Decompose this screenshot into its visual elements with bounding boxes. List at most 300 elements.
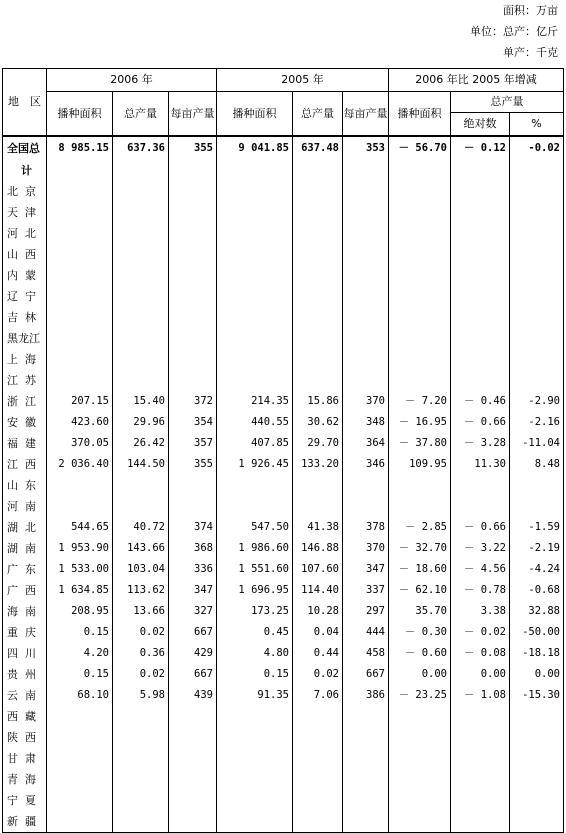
table-cell xyxy=(293,181,343,202)
table-cell xyxy=(343,202,389,223)
table-cell: 13.66 xyxy=(113,601,169,622)
table-cell: -2.16 xyxy=(510,412,564,433)
table-cell: 5.98 xyxy=(113,685,169,706)
table-cell: 1 926.45 xyxy=(217,454,293,475)
header-change-pct: % xyxy=(510,113,564,137)
table-cell: 667 xyxy=(169,622,217,643)
table-cell xyxy=(113,706,169,727)
table-cell xyxy=(343,790,389,811)
table-cell: 15.86 xyxy=(293,391,343,412)
table-cell xyxy=(113,265,169,286)
table-cell: 667 xyxy=(169,664,217,685)
total-cell: － 0.12 xyxy=(451,136,510,159)
table-cell xyxy=(389,727,451,748)
table-cell xyxy=(451,328,510,349)
table-cell xyxy=(343,727,389,748)
table-cell xyxy=(343,748,389,769)
table-cell xyxy=(47,727,113,748)
table-row xyxy=(3,559,564,580)
table-cell xyxy=(113,727,169,748)
table-cell xyxy=(293,706,343,727)
table-cell: 35.70 xyxy=(389,601,451,622)
table-cell: 458 xyxy=(343,643,389,664)
table-cell: 0.02 xyxy=(293,664,343,685)
table-cell xyxy=(293,328,343,349)
table-cell: 1 634.85 xyxy=(47,580,113,601)
table-cell: -15.30 xyxy=(510,685,564,706)
table-cell xyxy=(451,706,510,727)
region-label: 广东 xyxy=(3,559,47,580)
region-label: 江西 xyxy=(3,454,47,475)
table-cell: 4.20 xyxy=(47,643,113,664)
table-cell xyxy=(217,811,293,833)
table-cell xyxy=(343,286,389,307)
table-cell: － 7.20 xyxy=(389,391,451,412)
table-cell: 4.80 xyxy=(217,643,293,664)
table-cell xyxy=(389,475,451,496)
table-row xyxy=(3,580,564,601)
table-cell: 337 xyxy=(343,580,389,601)
region-label: 湖南 xyxy=(3,538,47,559)
table-cell: 15.40 xyxy=(113,391,169,412)
table-cell: 26.42 xyxy=(113,433,169,454)
table-cell: － 0.02 xyxy=(451,622,510,643)
table-cell: － 2.85 xyxy=(389,517,451,538)
table-cell: 354 xyxy=(169,412,217,433)
table-cell: 364 xyxy=(343,433,389,454)
region-label: 山西 xyxy=(3,244,47,265)
table-cell: 214.35 xyxy=(217,391,293,412)
table-cell xyxy=(217,475,293,496)
table-cell: － 23.25 xyxy=(389,685,451,706)
table-cell xyxy=(343,349,389,370)
table-row xyxy=(3,622,564,643)
table-cell xyxy=(169,811,217,833)
table-cell xyxy=(389,265,451,286)
table-cell xyxy=(113,370,169,391)
table-cell: － 3.22 xyxy=(451,538,510,559)
table-cell xyxy=(169,790,217,811)
table-cell xyxy=(293,769,343,790)
region-label: 天津 xyxy=(3,202,47,223)
table-cell xyxy=(510,265,564,286)
table-cell: － 32.70 xyxy=(389,538,451,559)
table-row xyxy=(3,244,564,265)
table-cell: 357 xyxy=(169,433,217,454)
table-cell: 30.62 xyxy=(293,412,343,433)
table-cell xyxy=(510,790,564,811)
table-row xyxy=(3,601,564,622)
table-cell xyxy=(451,496,510,517)
table-row xyxy=(3,202,564,223)
total-cell: 8 985.15 xyxy=(47,136,113,159)
header-2006-yield: 每亩产量 xyxy=(169,92,217,137)
header-2005-total: 总产量 xyxy=(293,92,343,137)
table-cell: 370.05 xyxy=(47,433,113,454)
table-cell xyxy=(113,223,169,244)
table-row xyxy=(3,664,564,685)
table-cell: -50.00 xyxy=(510,622,564,643)
table-cell xyxy=(293,748,343,769)
total-cell: 9 041.85 xyxy=(217,136,293,159)
table-cell: 439 xyxy=(169,685,217,706)
table-cell xyxy=(113,790,169,811)
table-cell: 1 551.60 xyxy=(217,559,293,580)
table-cell: 1 533.00 xyxy=(47,559,113,580)
region-label: 四川 xyxy=(3,643,47,664)
table-cell xyxy=(389,496,451,517)
table-cell: 91.35 xyxy=(217,685,293,706)
header-2005-yield: 每亩产量 xyxy=(343,92,389,137)
region-label: 广西 xyxy=(3,580,47,601)
table-cell xyxy=(510,475,564,496)
region-label: 河南 xyxy=(3,496,47,517)
table-cell: 444 xyxy=(343,622,389,643)
table-cell xyxy=(510,244,564,265)
table-row xyxy=(3,286,564,307)
table-cell: 429 xyxy=(169,643,217,664)
table-cell xyxy=(217,307,293,328)
table-cell xyxy=(47,349,113,370)
table-row xyxy=(3,475,564,496)
region-label: 贵州 xyxy=(3,664,47,685)
table-cell xyxy=(451,748,510,769)
table-cell: 386 xyxy=(343,685,389,706)
table-cell: 1 696.95 xyxy=(217,580,293,601)
table-cell: － 0.66 xyxy=(451,517,510,538)
table-cell xyxy=(343,223,389,244)
table-cell: 109.95 xyxy=(389,454,451,475)
table-cell: 347 xyxy=(343,559,389,580)
region-label: 陕西 xyxy=(3,727,47,748)
table-cell: 8.48 xyxy=(510,454,564,475)
table-cell xyxy=(217,706,293,727)
table-cell: 0.15 xyxy=(47,664,113,685)
table-cell: 29.70 xyxy=(293,433,343,454)
table-row xyxy=(3,496,564,517)
table-cell xyxy=(169,370,217,391)
table-cell xyxy=(113,202,169,223)
table-row xyxy=(3,685,564,706)
table-row xyxy=(3,748,564,769)
table-cell xyxy=(343,181,389,202)
header-region: 地 区 xyxy=(3,69,47,137)
table-cell xyxy=(293,790,343,811)
table-cell: 144.50 xyxy=(113,454,169,475)
table-cell xyxy=(510,706,564,727)
region-label: 河北 xyxy=(3,223,47,244)
table-row xyxy=(3,391,564,412)
table-cell xyxy=(510,748,564,769)
table-cell: 370 xyxy=(343,391,389,412)
table-cell xyxy=(169,496,217,517)
table-cell xyxy=(169,475,217,496)
table-cell xyxy=(169,706,217,727)
table-cell xyxy=(389,370,451,391)
table-row xyxy=(3,181,564,202)
region-label: 青海 xyxy=(3,769,47,790)
table-cell xyxy=(510,286,564,307)
table-cell xyxy=(169,202,217,223)
table-cell: 378 xyxy=(343,517,389,538)
table-cell xyxy=(343,265,389,286)
unit-yield: 单产：千克 xyxy=(503,46,558,59)
table-cell xyxy=(113,769,169,790)
table-row xyxy=(3,727,564,748)
table-cell: -2.19 xyxy=(510,538,564,559)
table-cell: 0.04 xyxy=(293,622,343,643)
table-cell: 667 xyxy=(343,664,389,685)
table-cell xyxy=(389,811,451,833)
table-cell xyxy=(343,475,389,496)
table-cell xyxy=(293,202,343,223)
table-cell xyxy=(169,328,217,349)
table-cell xyxy=(47,769,113,790)
table-cell xyxy=(293,496,343,517)
table-cell xyxy=(389,307,451,328)
table-cell: 41.38 xyxy=(293,517,343,538)
table-cell: -18.18 xyxy=(510,643,564,664)
table-cell: 10.28 xyxy=(293,601,343,622)
table-cell xyxy=(510,370,564,391)
table-cell: － 1.08 xyxy=(451,685,510,706)
table-cell: － 4.56 xyxy=(451,559,510,580)
table-cell xyxy=(113,244,169,265)
unit-area: 面积：万亩 xyxy=(503,4,558,17)
region-label: 北京 xyxy=(3,181,47,202)
table-cell xyxy=(47,748,113,769)
header-2006: 2006 年 xyxy=(47,69,217,92)
table-cell xyxy=(47,223,113,244)
table-cell xyxy=(113,811,169,833)
region-label: 黑龙江 xyxy=(3,328,47,349)
table-cell xyxy=(510,496,564,517)
table-cell xyxy=(389,706,451,727)
table-cell xyxy=(343,328,389,349)
table-cell: 0.00 xyxy=(451,664,510,685)
table-cell: － 62.10 xyxy=(389,580,451,601)
table-row xyxy=(3,790,564,811)
table-cell xyxy=(451,307,510,328)
region-label: 辽宁 xyxy=(3,286,47,307)
table-row xyxy=(3,433,564,454)
region-label: 新疆 xyxy=(3,811,47,833)
table-cell xyxy=(169,244,217,265)
table-cell xyxy=(47,706,113,727)
header-2006-area: 播种面积 xyxy=(47,92,113,137)
total-cell: － 56.70 xyxy=(389,136,451,159)
table-cell xyxy=(451,223,510,244)
units-note xyxy=(470,0,558,63)
table-cell: 0.00 xyxy=(510,664,564,685)
table-cell xyxy=(47,265,113,286)
table-cell: -2.90 xyxy=(510,391,564,412)
table-cell: 113.62 xyxy=(113,580,169,601)
table-cell xyxy=(343,706,389,727)
table-row xyxy=(3,370,564,391)
table-cell xyxy=(343,769,389,790)
region-label: 西藏 xyxy=(3,706,47,727)
table-cell xyxy=(343,811,389,833)
table-cell xyxy=(389,790,451,811)
table-cell: 327 xyxy=(169,601,217,622)
table-row xyxy=(3,223,564,244)
table-cell xyxy=(217,223,293,244)
table-cell xyxy=(113,475,169,496)
table-cell xyxy=(389,223,451,244)
table-cell: 173.25 xyxy=(217,601,293,622)
total-cell: 637.36 xyxy=(113,136,169,159)
total-cell: 637.48 xyxy=(293,136,343,159)
table-cell: 347 xyxy=(169,580,217,601)
table-row xyxy=(3,706,564,727)
table-cell xyxy=(47,307,113,328)
total-cell: 355 xyxy=(169,136,217,159)
table-cell xyxy=(293,811,343,833)
table-cell xyxy=(451,349,510,370)
table-cell: 7.06 xyxy=(293,685,343,706)
table-cell: 0.15 xyxy=(217,664,293,685)
region-label: 湖北 xyxy=(3,517,47,538)
table-cell xyxy=(217,727,293,748)
table-cell: 544.65 xyxy=(47,517,113,538)
table-cell xyxy=(169,265,217,286)
table-cell xyxy=(47,286,113,307)
table-cell: － 0.30 xyxy=(389,622,451,643)
table-row xyxy=(3,328,564,349)
table-cell xyxy=(510,811,564,833)
table-cell xyxy=(217,370,293,391)
table-cell: － 3.28 xyxy=(451,433,510,454)
header-2005-area: 播种面积 xyxy=(217,92,293,137)
table-cell xyxy=(217,496,293,517)
region-label: 浙江 xyxy=(3,391,47,412)
table-cell: 107.60 xyxy=(293,559,343,580)
table-cell xyxy=(169,769,217,790)
table-cell: 346 xyxy=(343,454,389,475)
table-cell xyxy=(293,307,343,328)
table-cell xyxy=(451,202,510,223)
table-cell xyxy=(113,286,169,307)
table-cell xyxy=(217,769,293,790)
table-cell xyxy=(451,727,510,748)
table-cell xyxy=(47,475,113,496)
table-cell xyxy=(47,244,113,265)
table-cell: 407.85 xyxy=(217,433,293,454)
region-label: 安徽 xyxy=(3,412,47,433)
table-cell xyxy=(293,475,343,496)
table-cell: 103.04 xyxy=(113,559,169,580)
header-change-total: 总产量 xyxy=(451,92,564,113)
table-row xyxy=(3,811,564,833)
table-cell: 547.50 xyxy=(217,517,293,538)
table-cell: － 0.46 xyxy=(451,391,510,412)
region-label: 福建 xyxy=(3,433,47,454)
table-cell: － 37.80 xyxy=(389,433,451,454)
table-cell xyxy=(389,244,451,265)
table-cell: 297 xyxy=(343,601,389,622)
table-cell xyxy=(169,181,217,202)
table-cell: 440.55 xyxy=(217,412,293,433)
table-cell xyxy=(217,790,293,811)
table-cell xyxy=(217,748,293,769)
table-cell: 146.88 xyxy=(293,538,343,559)
table-cell: 368 xyxy=(169,538,217,559)
table-cell xyxy=(217,244,293,265)
table-cell xyxy=(47,181,113,202)
table-cell xyxy=(451,769,510,790)
table-cell: 0.02 xyxy=(113,664,169,685)
table-cell xyxy=(510,181,564,202)
table-cell: -11.04 xyxy=(510,433,564,454)
table-row xyxy=(3,454,564,475)
table-cell xyxy=(510,307,564,328)
table-cell xyxy=(389,748,451,769)
table-cell xyxy=(169,286,217,307)
table-cell: 0.15 xyxy=(47,622,113,643)
table-cell xyxy=(510,769,564,790)
table-cell xyxy=(217,328,293,349)
total-label: 全国总 xyxy=(3,136,47,159)
table-cell xyxy=(451,790,510,811)
table-cell: 68.10 xyxy=(47,685,113,706)
table-cell xyxy=(389,202,451,223)
table-cell xyxy=(451,811,510,833)
table-cell xyxy=(169,307,217,328)
region-label: 山东 xyxy=(3,475,47,496)
total-cell: -0.02 xyxy=(510,136,564,159)
table-cell: － 0.66 xyxy=(451,412,510,433)
table-cell xyxy=(113,748,169,769)
table-cell: 423.60 xyxy=(47,412,113,433)
table-cell xyxy=(510,727,564,748)
table-cell xyxy=(293,244,343,265)
unit-total: 单位：总产：亿斤 xyxy=(470,25,558,38)
table-cell xyxy=(389,328,451,349)
table-cell xyxy=(169,727,217,748)
table-cell xyxy=(510,223,564,244)
table-cell: － 18.60 xyxy=(389,559,451,580)
total-label-cont: 计 xyxy=(3,159,47,181)
table-cell xyxy=(293,727,343,748)
table-cell xyxy=(217,202,293,223)
table-cell: － 0.60 xyxy=(389,643,451,664)
table-cell: 0.45 xyxy=(217,622,293,643)
table-row xyxy=(3,412,564,433)
region-label: 甘肃 xyxy=(3,748,47,769)
table-cell: 0.00 xyxy=(389,664,451,685)
table-cell: － 0.78 xyxy=(451,580,510,601)
table-cell: 372 xyxy=(169,391,217,412)
table-row xyxy=(3,265,564,286)
table-cell: 207.15 xyxy=(47,391,113,412)
table-row xyxy=(3,307,564,328)
table-cell xyxy=(389,286,451,307)
table-cell: 374 xyxy=(169,517,217,538)
table-cell: 2 036.40 xyxy=(47,454,113,475)
table-cell xyxy=(113,181,169,202)
region-label: 内蒙 xyxy=(3,265,47,286)
table-cell xyxy=(169,349,217,370)
region-label: 宁夏 xyxy=(3,790,47,811)
table-cell xyxy=(293,370,343,391)
total-row xyxy=(3,136,564,159)
table-cell xyxy=(510,328,564,349)
table-cell xyxy=(451,181,510,202)
table-cell xyxy=(217,349,293,370)
region-label: 上海 xyxy=(3,349,47,370)
table-cell xyxy=(169,748,217,769)
